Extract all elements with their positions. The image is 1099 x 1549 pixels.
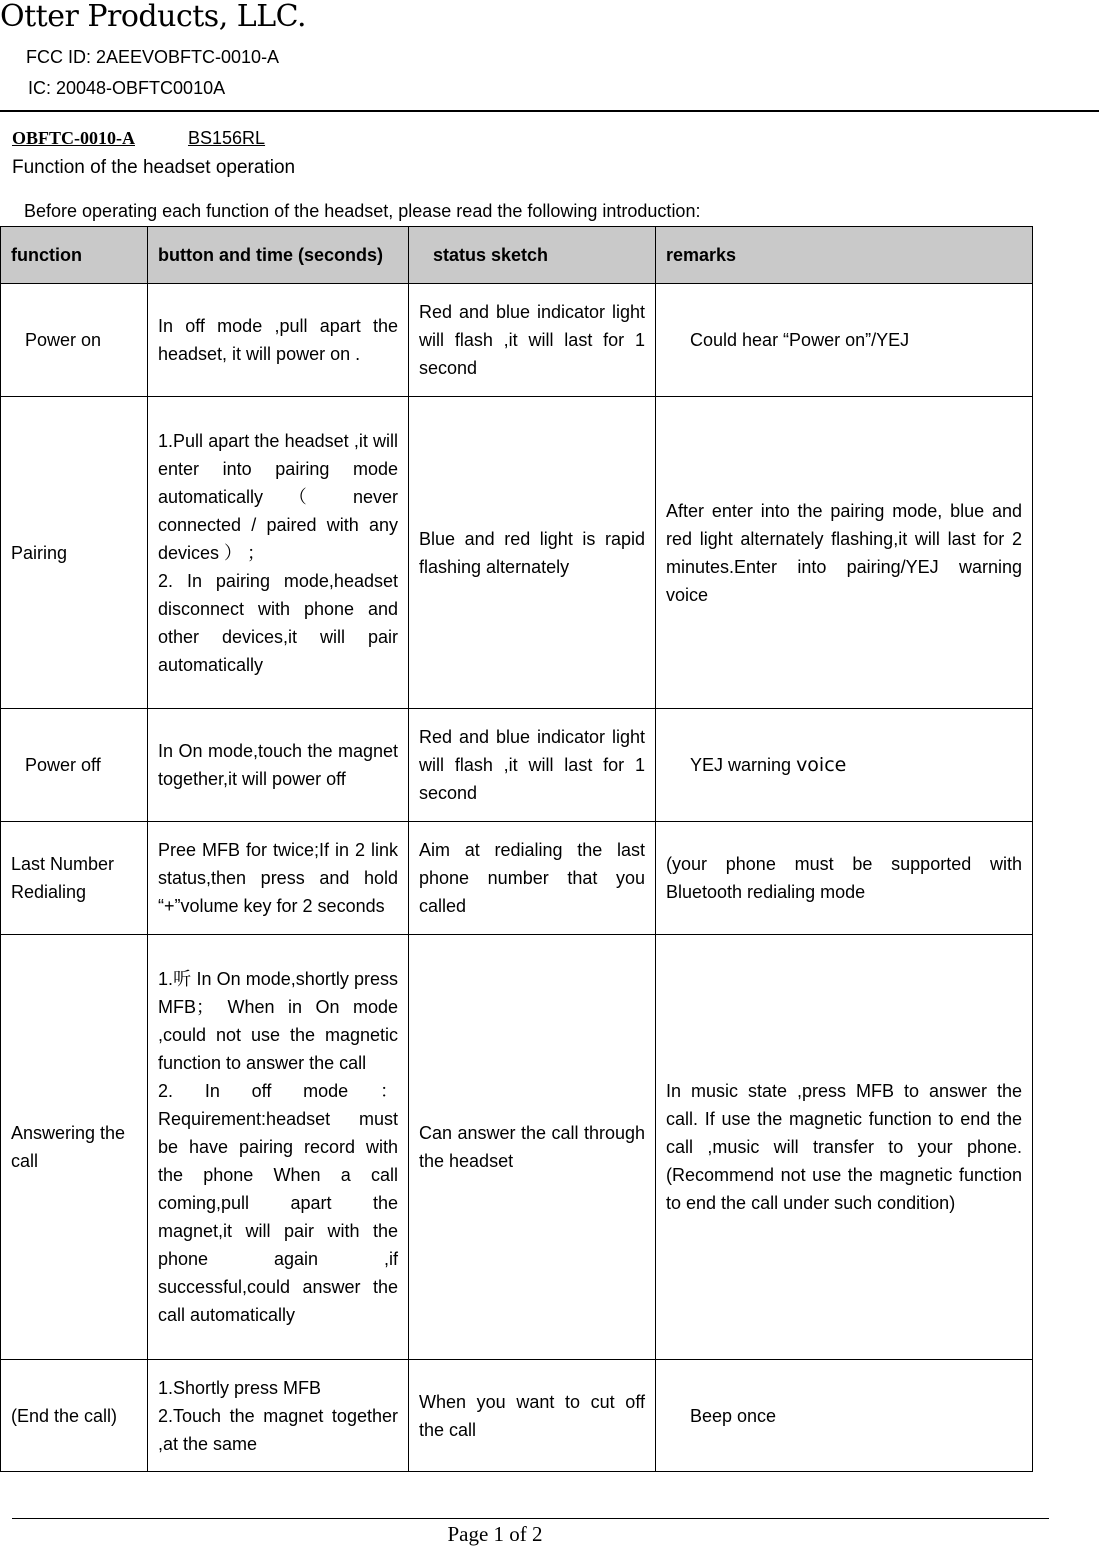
cell-status: Red and blue indicator light will flash ,it will last for 1 second — [409, 709, 656, 822]
table-row — [1, 284, 1033, 397]
remarks-text-voice: voice — [796, 754, 847, 776]
cell-remarks: Beep once — [656, 1360, 1033, 1472]
cell-function: Answering the call — [1, 935, 148, 1360]
intro-text: Before operating each function of the headset, please read the following introduction: — [24, 201, 701, 221]
fcc-id: FCC ID: 2AEEVOBFTC-0010-A — [26, 47, 280, 67]
cell-button-step-2: 2. In off mode ： Requirement:headset must be have pairing record with the phone When a call coming,pull apart the magnet,it will pair with the phone again ,if successful,could answer the call automatically — [158, 1081, 398, 1325]
cell-button-time — [148, 935, 409, 1360]
table-row — [1, 1360, 1033, 1472]
table-header-row — [1, 227, 1033, 284]
document-title: Function of the headset operation — [12, 157, 296, 178]
page-current: 1 — [493, 1522, 505, 1546]
cell-remarks: After enter into the pairing mode, blue and red light alternately flashing,it will last for 2 minutes.Enter into pairing/YEJ warning voice — [656, 397, 1033, 709]
model-number: OBFTC-0010-A — [12, 128, 135, 148]
cell-function: Power off — [1, 709, 148, 822]
table-row — [1, 822, 1033, 935]
cell-status: Blue and red light is rapid flashing alternately — [409, 397, 656, 709]
column-header-button-time: button and time (seconds) — [148, 227, 409, 284]
cell-remarks: (your phone must be supported with Bluetooth redialing mode — [656, 822, 1033, 935]
header-divider — [0, 110, 1099, 112]
cell-status: Red and blue indicator light will flash ,it will last for 1 second — [409, 284, 656, 397]
ic-id: IC: 20048-OBFTC0010A — [28, 78, 226, 98]
cell-button-step-1: 1.听 In On mode,shortly press MFB； When in On mode ,could not use the magnetic function to answer the call — [158, 969, 398, 1073]
footer-divider — [12, 1518, 1049, 1519]
page-total: 2 — [532, 1522, 543, 1546]
cell-function: Power on — [1, 284, 148, 397]
cell-button-step-2: 2.Touch the magnet together ,at the same — [158, 1405, 398, 1454]
column-header-status-sketch: status sketch — [409, 227, 656, 284]
company-name: Otter Products, LLC. — [0, 0, 307, 34]
table-row — [1, 935, 1033, 1360]
cell-status: Aim at redialing the last phone number that you called — [409, 822, 656, 935]
column-header-function: function — [1, 227, 148, 284]
function-table — [0, 226, 1033, 1472]
submodel-number: BS156RL — [188, 128, 266, 148]
cell-remarks: In music state ,press MFB to answer the call. If use the magnetic function to end the call ,music will transfer to your phone. (Recommend not use the magnetic function to end the call under such condition) — [656, 935, 1033, 1360]
cell-function: Last Number Redialing — [1, 822, 148, 935]
remarks-text: YEJ warning — [690, 755, 797, 775]
column-header-remarks: remarks — [656, 227, 1033, 284]
cell-button-time: Pree MFB for twice;If in 2 link status,then press and hold “+”volume key for 2 seconds — [148, 822, 409, 935]
cell-remarks — [656, 709, 1033, 822]
cell-function: (End the call) — [1, 1360, 148, 1472]
cell-button-step-2: 2. In pairing mode,headset disconnect with phone and other devices,it will pair automatically — [158, 570, 398, 675]
table-row — [1, 709, 1033, 822]
cell-button-time: In On mode,touch the magnet together,it will power off — [148, 709, 409, 822]
cell-button-step-1: 1.Pull apart the headset ,it will enter into pairing mode automatically （ never connected / paired with any devices ） ； — [158, 430, 398, 563]
page-number: Page 1 of 2 — [447, 1522, 543, 1546]
cell-status: Can answer the call through the headset — [409, 935, 656, 1360]
cell-remarks: Could hear “Power on”/YEJ — [656, 284, 1033, 397]
cell-button-time — [148, 1360, 409, 1472]
cell-button-time — [148, 397, 409, 709]
cell-function: Pairing — [1, 397, 148, 709]
cell-button-time: In off mode ,pull apart the headset, it will power on . — [148, 284, 409, 397]
table-row — [1, 397, 1033, 709]
cell-status: When you want to cut off the call — [409, 1360, 656, 1472]
cell-button-step-1: 1.Shortly press MFB — [158, 1377, 322, 1398]
